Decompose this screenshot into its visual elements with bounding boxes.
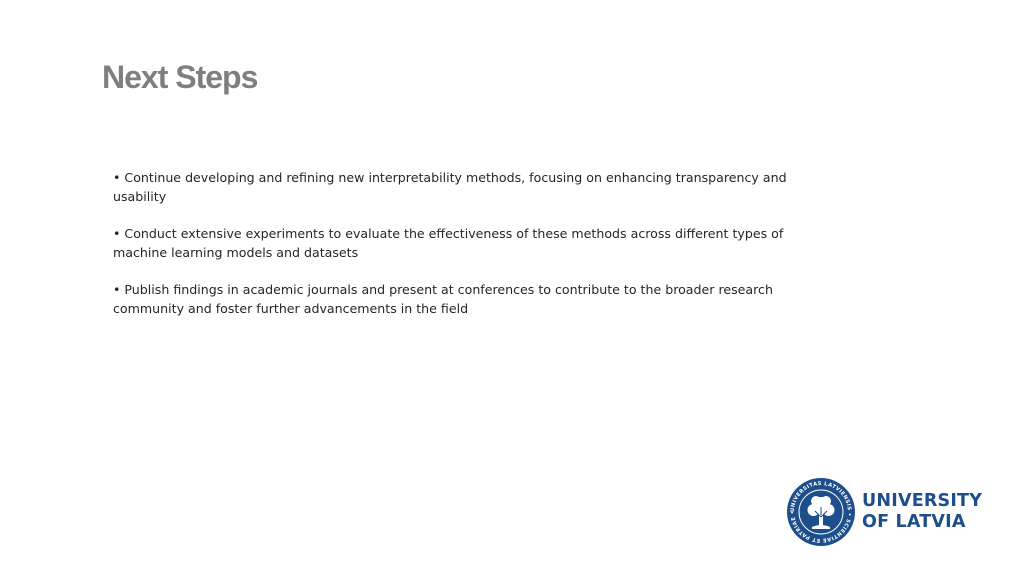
wordmark-line2: OF LATVIA — [862, 512, 966, 532]
bullet-item: • Continue developing and refining new interpretability methods, focusing on enhancing transparency and usability — [113, 170, 787, 204]
wordmark-line1: UNIVERSITY — [862, 491, 983, 511]
university-seal-icon — [786, 477, 856, 547]
page-title: Next Steps — [102, 59, 258, 95]
bullet-item: • Conduct extensive experiments to evaluate the effectiveness of these methods across different types of machine learning models and datasets — [113, 226, 784, 260]
university-wordmark — [862, 491, 982, 533]
university-logo — [786, 476, 983, 548]
bullet-item: • Publish findings in academic journals and present at conferences to contribute to the broader research community and foster further advancements in the field — [113, 282, 773, 316]
bullet-list — [113, 168, 803, 336]
seal-text: UNIVERSITAS LATVIENSIS • SCIENTIAE ET PATRIAE • — [789, 480, 853, 544]
